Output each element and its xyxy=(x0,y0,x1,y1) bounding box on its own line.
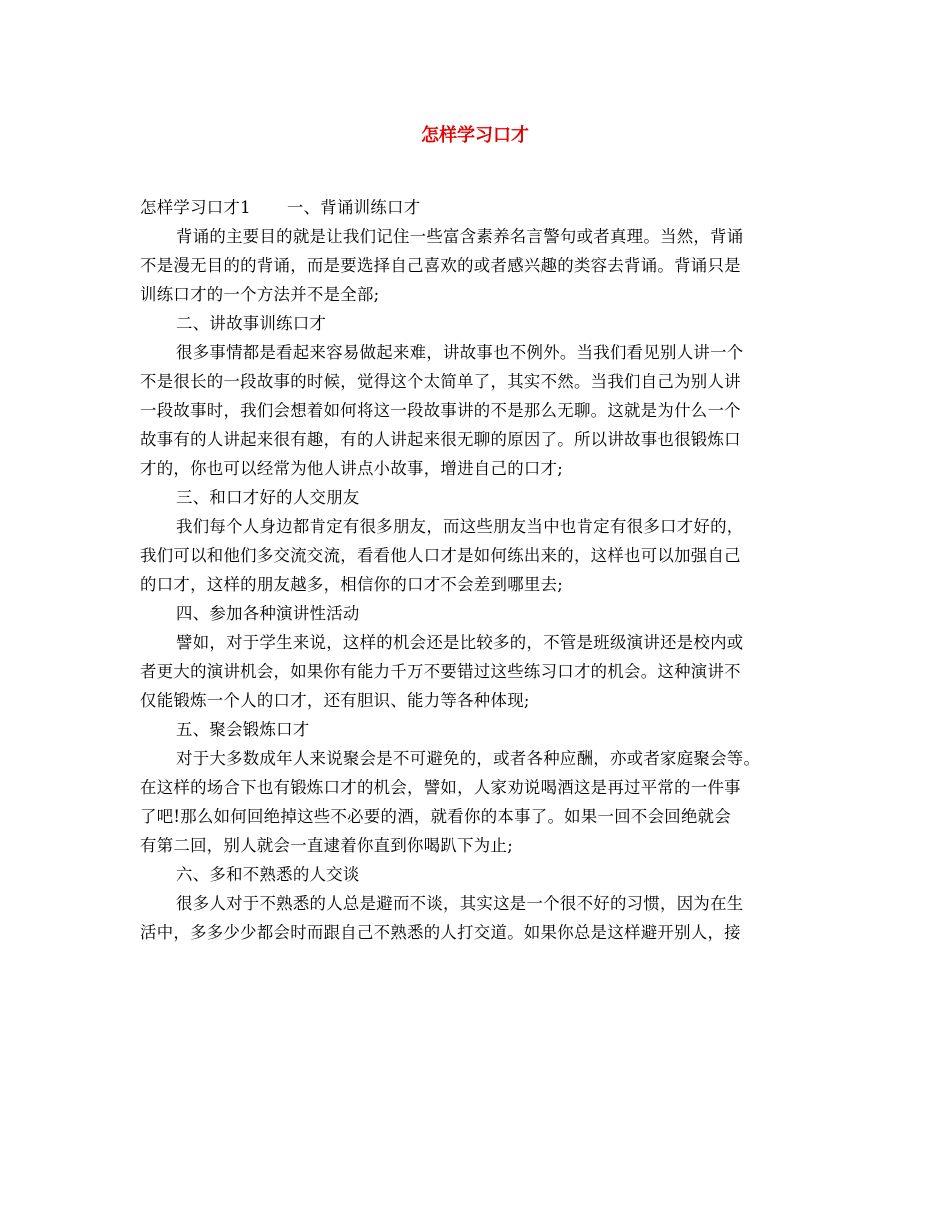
body-line-0 xyxy=(140,193,830,222)
section-heading-6: 六、多和不熟悉的人交谈 xyxy=(176,865,360,884)
body-line-15: 譬如，对于学生来说，这样的机会还是比较多的，不管是班级演讲还是校内或 xyxy=(176,633,744,652)
body-line-25: 活中，多多少少都会时而跟自己不熟悉的人打交道。如果你总是这样避开别人，接 xyxy=(140,923,741,942)
body-line-8: 故事有的人讲起来很有趣，有的人讲起来很无聊的原因了。所以讲故事也很锻炼口 xyxy=(140,430,741,449)
body-line-1: 背诵的主要目的就是让我们记住一些富含素养名言警句或者真理。当然，背诵 xyxy=(176,227,744,246)
body-line-7: 一段故事时，我们会想着如何将这一段故事讲的不是那么无聊。这就是为什么一个 xyxy=(140,401,741,420)
section-heading-4: 四、参加各种演讲性活动 xyxy=(176,604,360,623)
body-line-19: 对于大多数成年人来说聚会是不可避免的，或者各种应酬，亦或者家庭聚会等。 xyxy=(176,749,761,768)
section-heading-5: 五、聚会锻炼口才 xyxy=(176,720,310,739)
body-line-24: 很多人对于不熟悉的人总是避而不谈，其实这是一个很不好的习惯，因为在生 xyxy=(176,894,744,913)
body-line-21: 了吧!那么如何回绝掉这些不必要的酒，就看你的本事了。如果一回不会回绝就会 xyxy=(140,807,732,826)
body-line-2: 不是漫无目的的背诵，而是要选择自己喜欢的或者感兴趣的类容去背诵。背诵只是 xyxy=(140,256,741,275)
body-line-3: 训练口才的一个方法并不是全部; xyxy=(140,285,380,304)
document-body xyxy=(140,193,830,947)
body-line-9: 才的，你也可以经常为他人讲点小故事，增进自己的口才; xyxy=(140,459,564,478)
body-line-22: 有第二回，别人就会一直逮着你直到你喝趴下为止; xyxy=(140,836,514,855)
document-title: 怎样学习口才 xyxy=(421,125,529,146)
first-line-prefix: 怎样学习口才1 xyxy=(140,198,251,217)
body-line-6: 不是很长的一段故事的时候，觉得这个太简单了，其实不然。当我们自己为别人讲 xyxy=(140,372,741,391)
body-line-20: 在这样的场合下也有锻炼口才的机会，譬如，人家劝说喝酒这是再过平常的一件事 xyxy=(140,778,741,797)
section-heading-1: 一、背诵训练口才 xyxy=(286,198,421,217)
body-line-13: 的口才，这样的朋友越多，相信你的口才不会差到哪里去; xyxy=(140,575,564,594)
body-line-11: 我们每个人身边都肯定有很多朋友，而这些朋友当中也肯定有很多口才好的， xyxy=(176,517,744,536)
section-heading-2: 二、讲故事训练口才 xyxy=(176,314,327,333)
body-line-5: 很多事情都是看起来容易做起来难，讲故事也不例外。当我们看见别人讲一个 xyxy=(176,343,744,362)
body-line-12: 我们可以和他们多交流交流，看看他人口才是如何练出来的，这样也可以加强自己 xyxy=(140,546,741,565)
section-heading-3: 三、和口才好的人交朋友 xyxy=(176,488,360,507)
body-line-17: 仅能锻炼一个人的口才，还有胆识、能力等各种体现; xyxy=(140,691,530,710)
body-line-16: 者更大的演讲机会，如果你有能力千万不要错过这些练习口才的机会。这种演讲不 xyxy=(140,662,741,681)
